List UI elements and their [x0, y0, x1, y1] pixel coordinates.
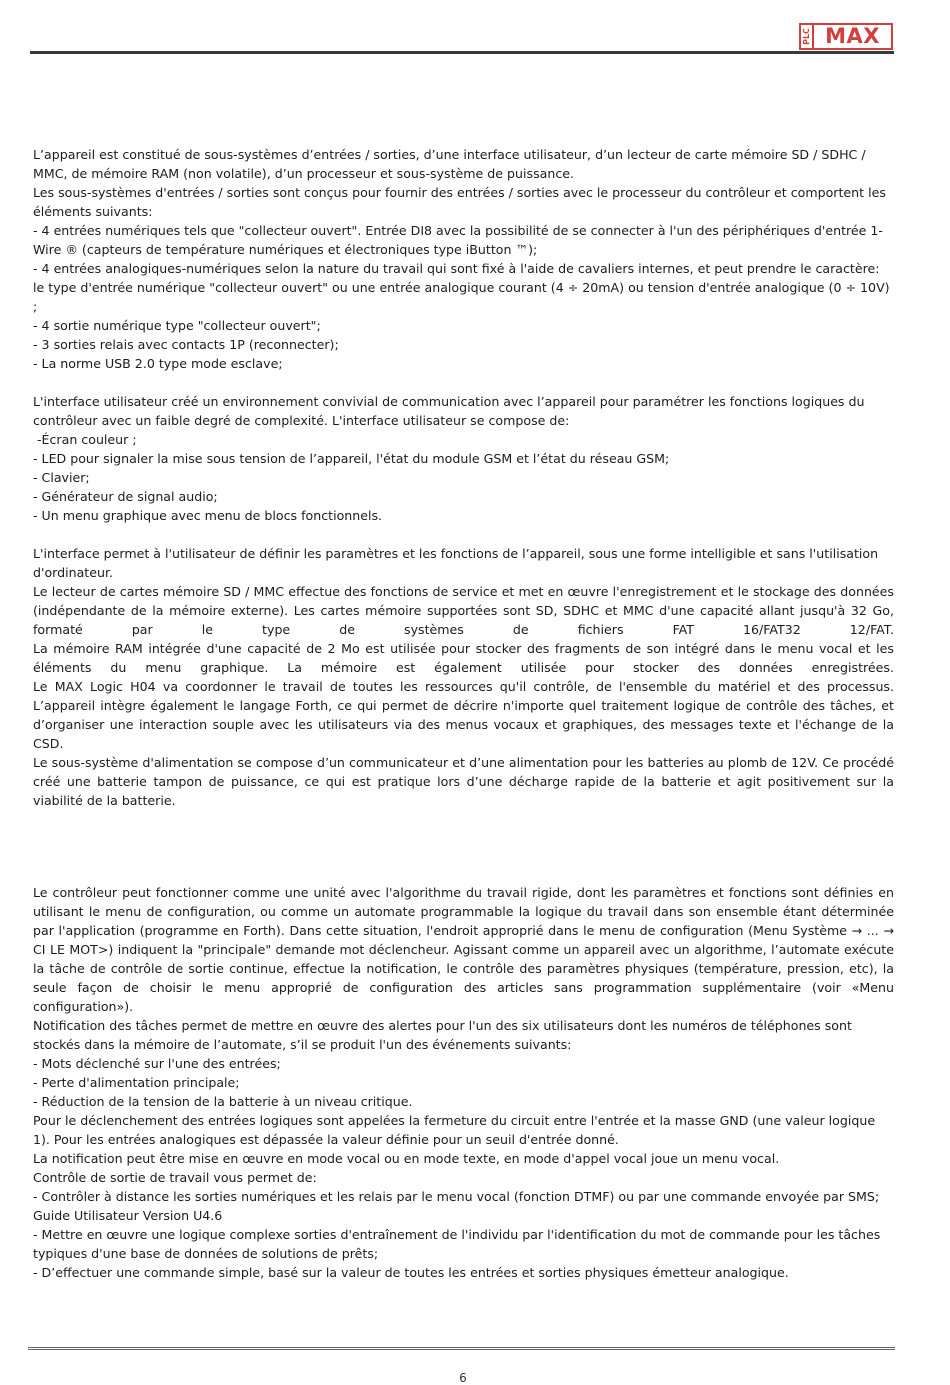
list-item: - 4 sortie numérique type "collecteur ouvert";	[33, 318, 321, 333]
logo-max-text: MAX	[814, 23, 893, 50]
paragraph: éléments du menu graphique. La mémoire est également utilisée pour stocker des données enregistrées.	[33, 660, 894, 675]
paragraph: La notification peut être mise en œuvre en mode vocal ou en mode texte, en mode d'appel vocal joue un menu vocal.	[33, 1151, 780, 1166]
paragraph: L’appareil intègre également le langage Forth, ce qui permet de décrire n'importe quel traitement logique de contrôle des tâches, et d’organiser une interaction souple avec les utilisateurs via des menus vocaux et graphiques, des messages texte et l'échange de la CSD.	[33, 698, 894, 751]
section-device-description	[33, 145, 894, 810]
list-item: - Clavier;	[33, 470, 90, 485]
paragraph: L'interface utilisateur créé un environnement convivial de communication avec l’appareil pour paramétrer les fonctions logiques du contrôleur avec un faible degré de complexité. L'interface utilisateur se compose de:	[33, 394, 865, 428]
page-number: 6	[459, 1371, 467, 1385]
plc-max-logo	[799, 23, 893, 50]
paragraph: Pour le déclenchement des entrées logiques sont appelées la fermeture du circuit entre l'entrée et la masse GND (une valeur logique 1). Pour les entrées analogiques est dépassée la valeur définie pour un seuil d'entrée donné.	[33, 1113, 876, 1147]
list-item: - 4 entrées numériques tels que "collecteur ouvert". Entrée DI8 avec la possibilité de se connecter à l'un des périphériques d'entrée 1-Wire ® (capteurs de température numériques et électroniques type iButton ™);	[33, 223, 883, 257]
paragraph: Le contrôleur peut fonctionner comme une unité avec l'algorithme du travail rigide, dont les paramètres et fonctions sont définies en utilisant le menu de configuration, ou comme un automate programmable la logique du travail dans son ensemble étant déterminée par l'application (programme en Forth). Dans cette situation, l'endroit approprié dans le menu de configuration (Menu Système → ... → CI LE MOT>) indiquent la "principale" demande mot déclencheur. Agissant comme un appareil avec un algorithme, l’automate exécute la tâche de contrôle de sortie continue, effectue la notification, le contrôle des paramètres physiques (température, pression, etc), la seule façon de choisir le menu approprié de configuration des articles sans programmation supplémentaire (voir «Menu configuration»).	[33, 885, 894, 1014]
paragraph: Notification des tâches permet de mettre en œuvre des alertes pour l'un des six utilisateurs dont les numéros de téléphones sont stockés dans la mémoire de l’automate, s’il se produit l'un des événements suivants:	[33, 1018, 852, 1052]
logo-plc-text: PLC	[802, 28, 811, 45]
list-item: - Mettre en œuvre une logique complexe sorties d'entraînement de l'individu par l'identification du mot de commande pour les tâches typiques d'une base de données de solutions de prêts;	[33, 1227, 881, 1261]
paragraph: Le sous-système d'alimentation se compose d’un communicateur et d’une alimentation pour les batteries au plomb de 12V. Ce procédé créé une batterie tampon de puissance, ce qui est pratique lors d’une décharge rapide de la batterie et agit positivement sur la viabilité de la batterie.	[33, 755, 894, 808]
list-item: - Mots déclenché sur l'une des entrées;	[33, 1056, 281, 1071]
list-item: - D’effectuer une commande simple, basé sur la valeur de toutes les entrées et sorties physiques émetteur analogique.	[33, 1265, 789, 1280]
section-operation-modes	[33, 883, 894, 1282]
list-item: -Écran couleur ;	[33, 432, 137, 447]
logo-plc-badge	[799, 23, 814, 50]
list-item: - LED pour signaler la mise sous tension de l’appareil, l'état du module GSM et l’état du réseau GSM;	[33, 451, 670, 466]
list-item: - Générateur de signal audio;	[33, 489, 218, 504]
list-item: Guide Utilisateur Version U4.6	[33, 1208, 223, 1223]
list-item: - Réduction de la tension de la batterie à un niveau critique.	[33, 1094, 413, 1109]
list-item: - Perte d'alimentation principale;	[33, 1075, 240, 1090]
list-item: - Contrôler à distance les sorties numériques et les relais par le menu vocal (fonction DTMF) ou par une commande envoyée par SMS;	[33, 1189, 880, 1204]
list-item: - 4 entrées analogiques-numériques selon la nature du travail qui sont fixé à l'aide de cavaliers internes, et peut prendre le caractère: le type d'entrée numérique "collecteur ouvert" ou une entrée analogique courant (4 ÷ 20mA) ou tension d'entrée analogique (0 ÷ 10V) ;	[33, 261, 890, 314]
paragraph: Contrôle de sortie de travail vous permet de:	[33, 1170, 317, 1185]
paragraph: Le MAX Logic H04 va coordonner le travail de toutes les ressources qu'il contrôle, de l'ensemble du matériel et des processus.	[33, 679, 894, 694]
paragraph: formaté par le type de systèmes de fichiers FAT 16/FAT32 12/FAT.	[33, 622, 894, 637]
list-item: - Un menu graphique avec menu de blocs fonctionnels.	[33, 508, 383, 523]
paragraph: Les sous-systèmes d'entrées / sorties sont conçus pour fournir des entrées / sorties avec le processeur du contrôleur et comportent les éléments suivants:	[33, 185, 886, 219]
list-item: - 3 sorties relais avec contacts 1P (reconnecter);	[33, 337, 339, 352]
footer-rule	[28, 1347, 895, 1350]
paragraph: La mémoire RAM intégrée d'une capacité de 2 Mo est utilisée pour stocker des fragments de son intégré dans le menu vocal et les	[33, 641, 894, 656]
paragraph: Le lecteur de cartes mémoire SD / MMC effectue des fonctions de service et met en œuvre l'enregistrement et le stockage des données (indépendante de la mémoire externe). Les cartes mémoire supportées sont SD, SDHC et MMC d'une capacité allant jusqu'à 32 Go,	[33, 584, 894, 618]
paragraph: L'interface permet à l'utilisateur de définir les paramètres et les fonctions de l’appareil, sous une forme intelligible et sans l'utilisation d'ordinateur.	[33, 546, 879, 580]
list-item: - La norme USB 2.0 type mode esclave;	[33, 356, 283, 371]
paragraph: L’appareil est constitué de sous-systèmes d’entrées / sorties, d’une interface utilisateur, d’un lecteur de carte mémoire SD / SDHC / MMC, de mémoire RAM (non volatile), d’un processeur et sous-système de puissance.	[33, 147, 866, 181]
header-rule	[30, 51, 894, 54]
